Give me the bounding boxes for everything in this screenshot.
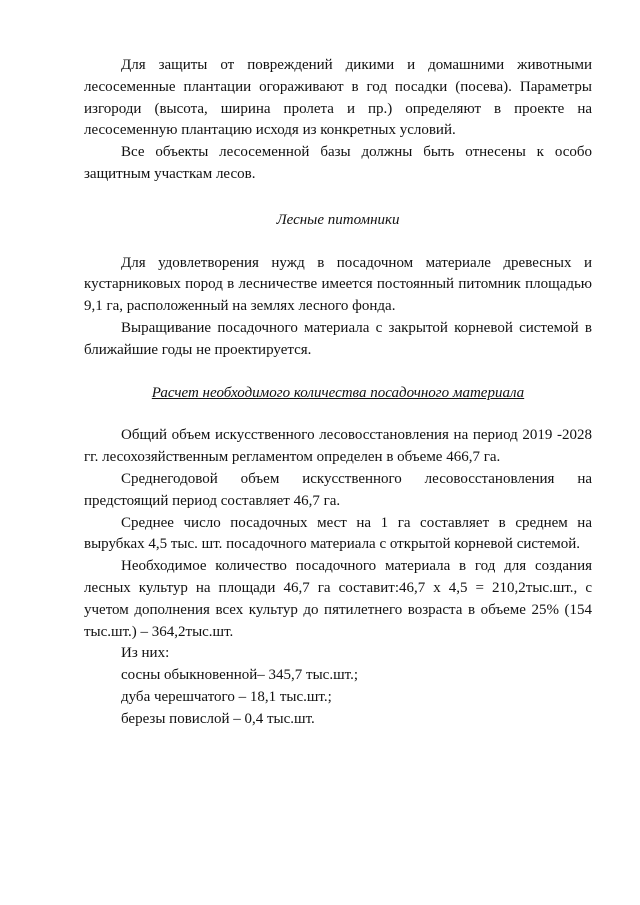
paragraph-closed-root: Выращивание посадочного материала с закрытой корневой системой в ближайшие годы не проектируется. bbox=[84, 319, 592, 358]
paragraph-fencing: Для защиты от повреждений дикими и домашними животными лесосеменные плантации огораживают в год посадки (посева). Параметры изгороди (высота, ширина пролета и пр.) определяют в проекте на лесосеменную плантацию исходя из конкретных условий. bbox=[84, 57, 592, 139]
list-item-birch: березы повислой – 0,4 тыс.шт. bbox=[121, 710, 315, 727]
list-intro: Из них: bbox=[121, 645, 170, 662]
document-page bbox=[84, 55, 592, 731]
paragraph-total-volume: Общий объем искусственного лесовосстановления на период 2019 -2028 гг. лесохозяйственным регламентом определен в объеме 466,7 га. bbox=[84, 427, 592, 466]
list-item-oak: дуба черешчатого – 18,1 тыс.шт.; bbox=[121, 688, 332, 705]
paragraph-annual-volume: Среднегодовой объем искусственного лесовосстановления на предстоящий период составляет 46,7 га. bbox=[84, 470, 592, 509]
paragraph-required-quantity: Необходимое количество посадочного материала в год для создания лесных культур на площади 46,7 га составит:46,7 х 4,5 = 210,2тыс.шт., с учетом дополнения всех культур до пятилетнего возраста в объеме 25% (154 тыс.шт.) – 364,2тыс.шт. bbox=[84, 558, 592, 640]
paragraph-protective-sites: Все объекты лесосеменной базы должны быть отнесены к особо защитным участкам лесов. bbox=[84, 144, 592, 182]
heading-forest-nurseries: Лесные питомники bbox=[276, 211, 400, 228]
paragraph-planting-density: Среднее число посадочных мест на 1 га составляет в среднем на вырубках 4,5 тыс. шт. посадочного материала с открытой корневой системой. bbox=[84, 514, 592, 553]
list-item-pine: сосны обыкновенной– 345,7 тыс.шт.; bbox=[121, 667, 358, 684]
paragraph-nursery-area: Для удовлетворения нужд в посадочном материале древесных и кустарниковых пород в лесничестве имеется постоянный питомник площадью 9,1 га, расположенный на землях лесного фонда. bbox=[84, 254, 592, 315]
heading-planting-calculation: Расчет необходимого количества посадочного материала bbox=[151, 384, 525, 401]
